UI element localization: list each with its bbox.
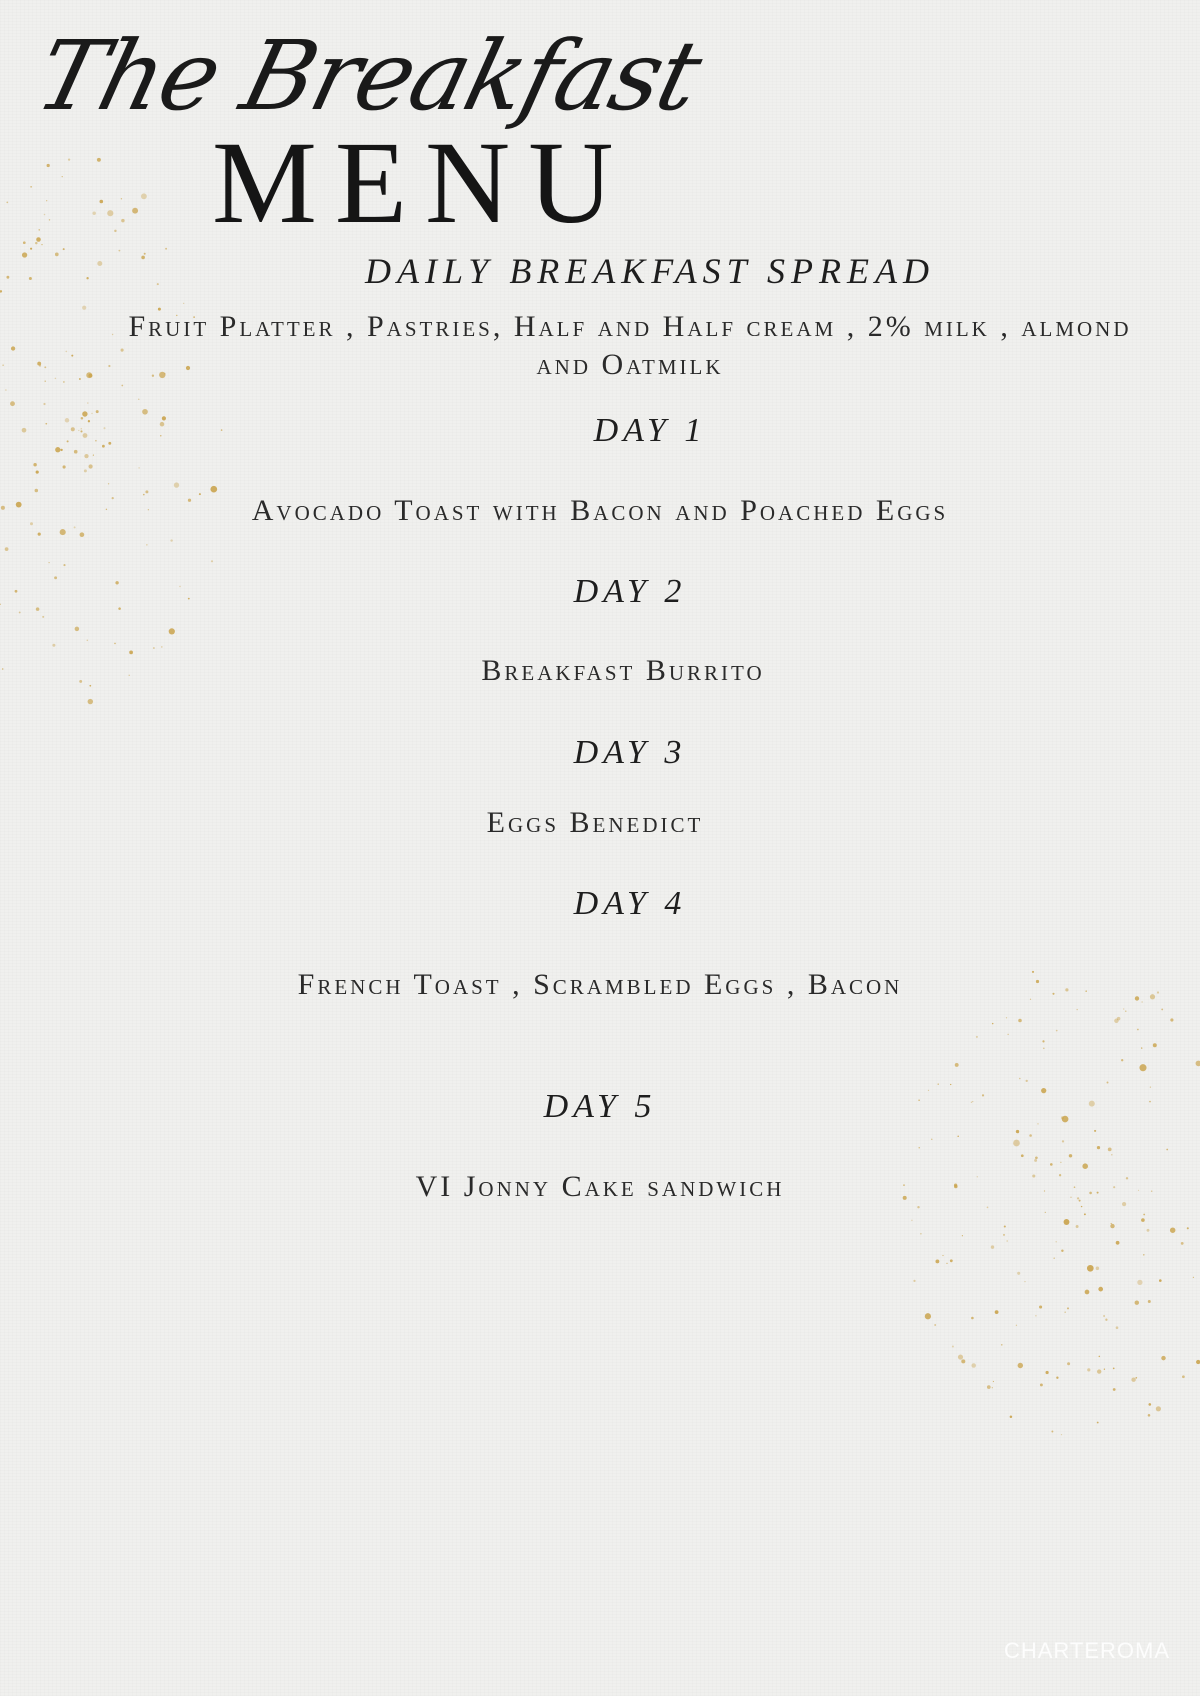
spread-description: Fruit Platter , Pastries, Half and Half cream , 2% milk , almond and Oatmilk [128,310,1132,381]
day-4-item: French Toast , Scrambled Eggs , Bacon [297,968,903,1001]
day-3-heading: DAY 3 [573,734,687,771]
day-2-heading: DAY 2 [573,573,687,610]
day-2-item: Breakfast Burrito [481,654,765,687]
day-5-item: VI Jonny Cake sandwich [415,1170,785,1203]
spread-heading: DAILY BREAKFAST SPREAD [365,251,935,291]
watermark: CHARTEROMA [1003,1638,1170,1663]
day-5-heading: DAY 5 [543,1088,657,1125]
day-1-item: Avocado Toast with Bacon and Poached Eggs [251,494,949,527]
menu-title: MENU [212,117,632,248]
day-1-heading: DAY 1 [593,412,707,449]
day-3-item: Eggs Benedict [486,806,704,839]
script-title: The Breakfast [26,20,711,132]
day-4-heading: DAY 4 [573,885,687,922]
